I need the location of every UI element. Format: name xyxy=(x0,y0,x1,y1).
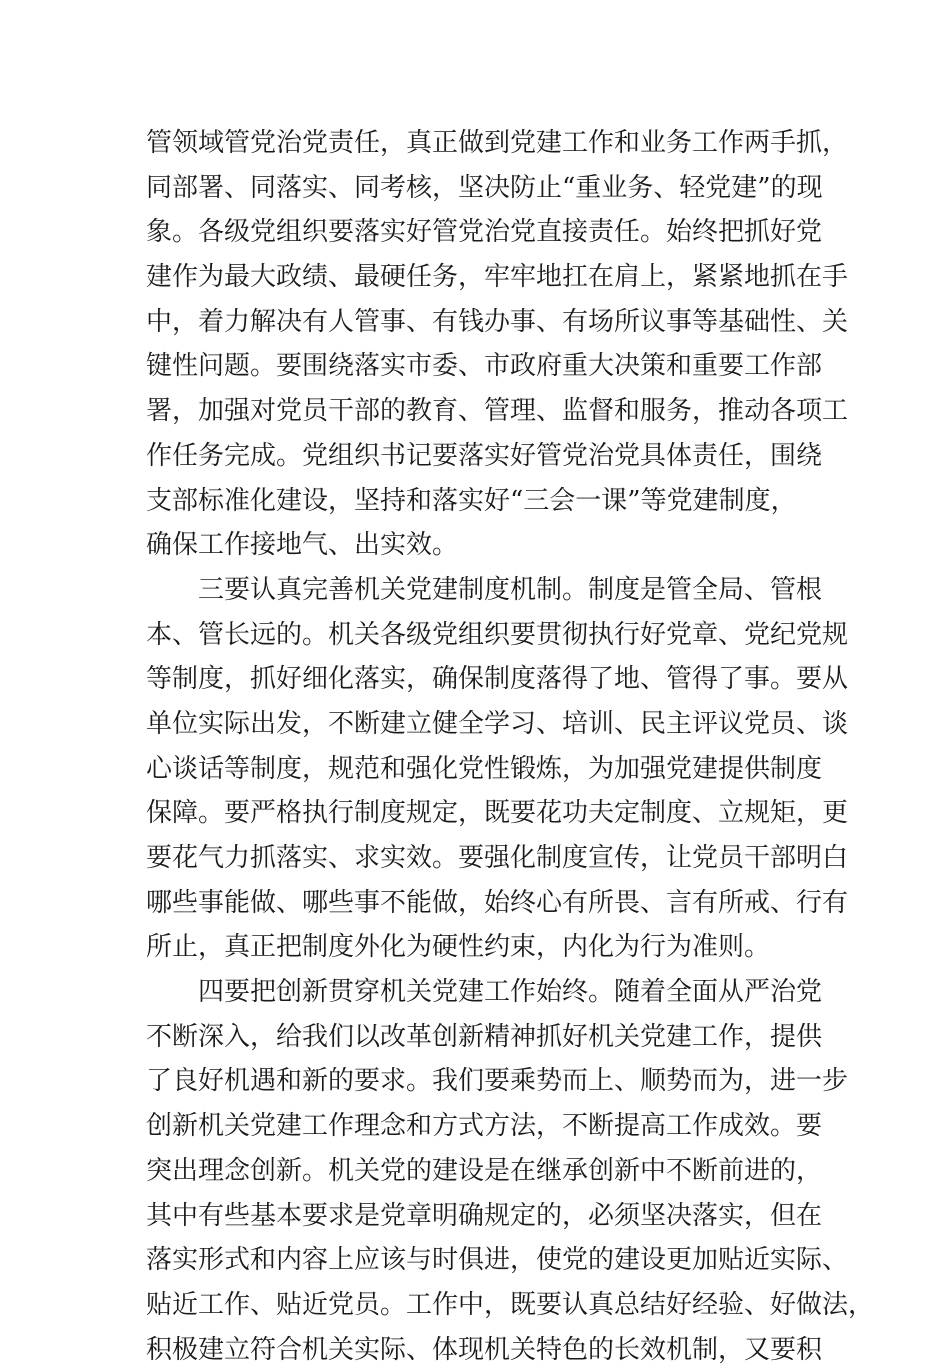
text-line: 管领域管党治党责任，真正做到党建工作和业务工作两手抓， xyxy=(146,128,849,158)
text-line: 中，着力解决有人管事、有钱办事、有场所议事等基础性、关 xyxy=(146,306,849,337)
text-line: 同部署、同落实、同考核，坚决防止“重业务、轻党建”的现 xyxy=(146,172,823,203)
text-line: 作任务完成。党组织书记要落实好管党治党具体责任，围绕 xyxy=(146,440,823,471)
text-line: 心谈话等制度，规范和强化党性锻炼，为加强党建提供制度 xyxy=(146,753,823,784)
text-line: 象。各级党组织要落实好管党治党直接责任。始终把抓好党 xyxy=(146,217,823,248)
text-line: 突出理念创新。机关党的建设是在继承创新中不断前进的， xyxy=(146,1155,823,1186)
text-line: 落实形式和内容上应该与时俱进，使党的建设更加贴近实际、 xyxy=(146,1245,849,1276)
text-line: 建作为最大政绩、最硬任务，牢牢地扛在肩上，紧紧地抓在手 xyxy=(146,262,849,293)
text-line: 保障。要严格执行制度规定，既要花功夫定制度、立规矩，更 xyxy=(146,798,849,829)
text-line: 支部标准化建设，坚持和落实好“三会一课”等党建制度， xyxy=(146,485,797,516)
text-line: 要花气力抓落实、求实效。要强化制度宣传，让党员干部明白 xyxy=(146,843,849,873)
text-line: 单位实际出发，不断建立健全学习、培训、民主评议党员、谈 xyxy=(146,708,849,739)
text-line: 积极建立符合机关实际、体现机关特色的长效机制，又要积 xyxy=(146,1334,823,1365)
paragraph-heading-line: 四要把创新贯穿机关党建工作始终。随着全面从严治党 xyxy=(198,977,823,1008)
text-line: 确保工作接地气、出实效。 xyxy=(146,530,459,561)
text-line: 不断深入，给我们以改革创新精神抓好机关党建工作，提供 xyxy=(146,1021,823,1052)
text-line: 哪些事能做、哪些事不能做，始终心有所畏、言有所戒、行有 xyxy=(146,887,849,918)
text-line: 贴近工作、贴近党员。工作中，既要认真总结好经验、好做法， xyxy=(146,1289,875,1320)
text-line: 等制度，抓好细化落实，确保制度落得了地、管得了事。要从 xyxy=(146,664,849,695)
paragraph-heading-line: 三要认真完善机关党建制度机制。制度是管全局、管根 xyxy=(198,574,823,605)
text-line: 键性问题。要围绕落实市委、市政府重大决策和重要工作部 xyxy=(146,351,823,382)
text-line: 创新机关党建工作理念和方式方法，不断提高工作成效。要 xyxy=(146,1111,823,1142)
text-line: 本、管长远的。机关各级党组织要贯彻执行好党章、党纪党规 xyxy=(146,619,849,650)
body-text xyxy=(146,121,875,1372)
text-line: 了良好机遇和新的要求。我们要乘势而上、顺势而为，进一步 xyxy=(146,1066,849,1097)
text-line: 署，加强对党员干部的教育、管理、监督和服务，推动各项工 xyxy=(146,396,849,427)
text-line: 其中有些基本要求是党章明确规定的，必须坚决落实，但在 xyxy=(146,1200,823,1231)
text-line: 所止，真正把制度外化为硬性约束，内化为行为准则。 xyxy=(146,932,771,963)
